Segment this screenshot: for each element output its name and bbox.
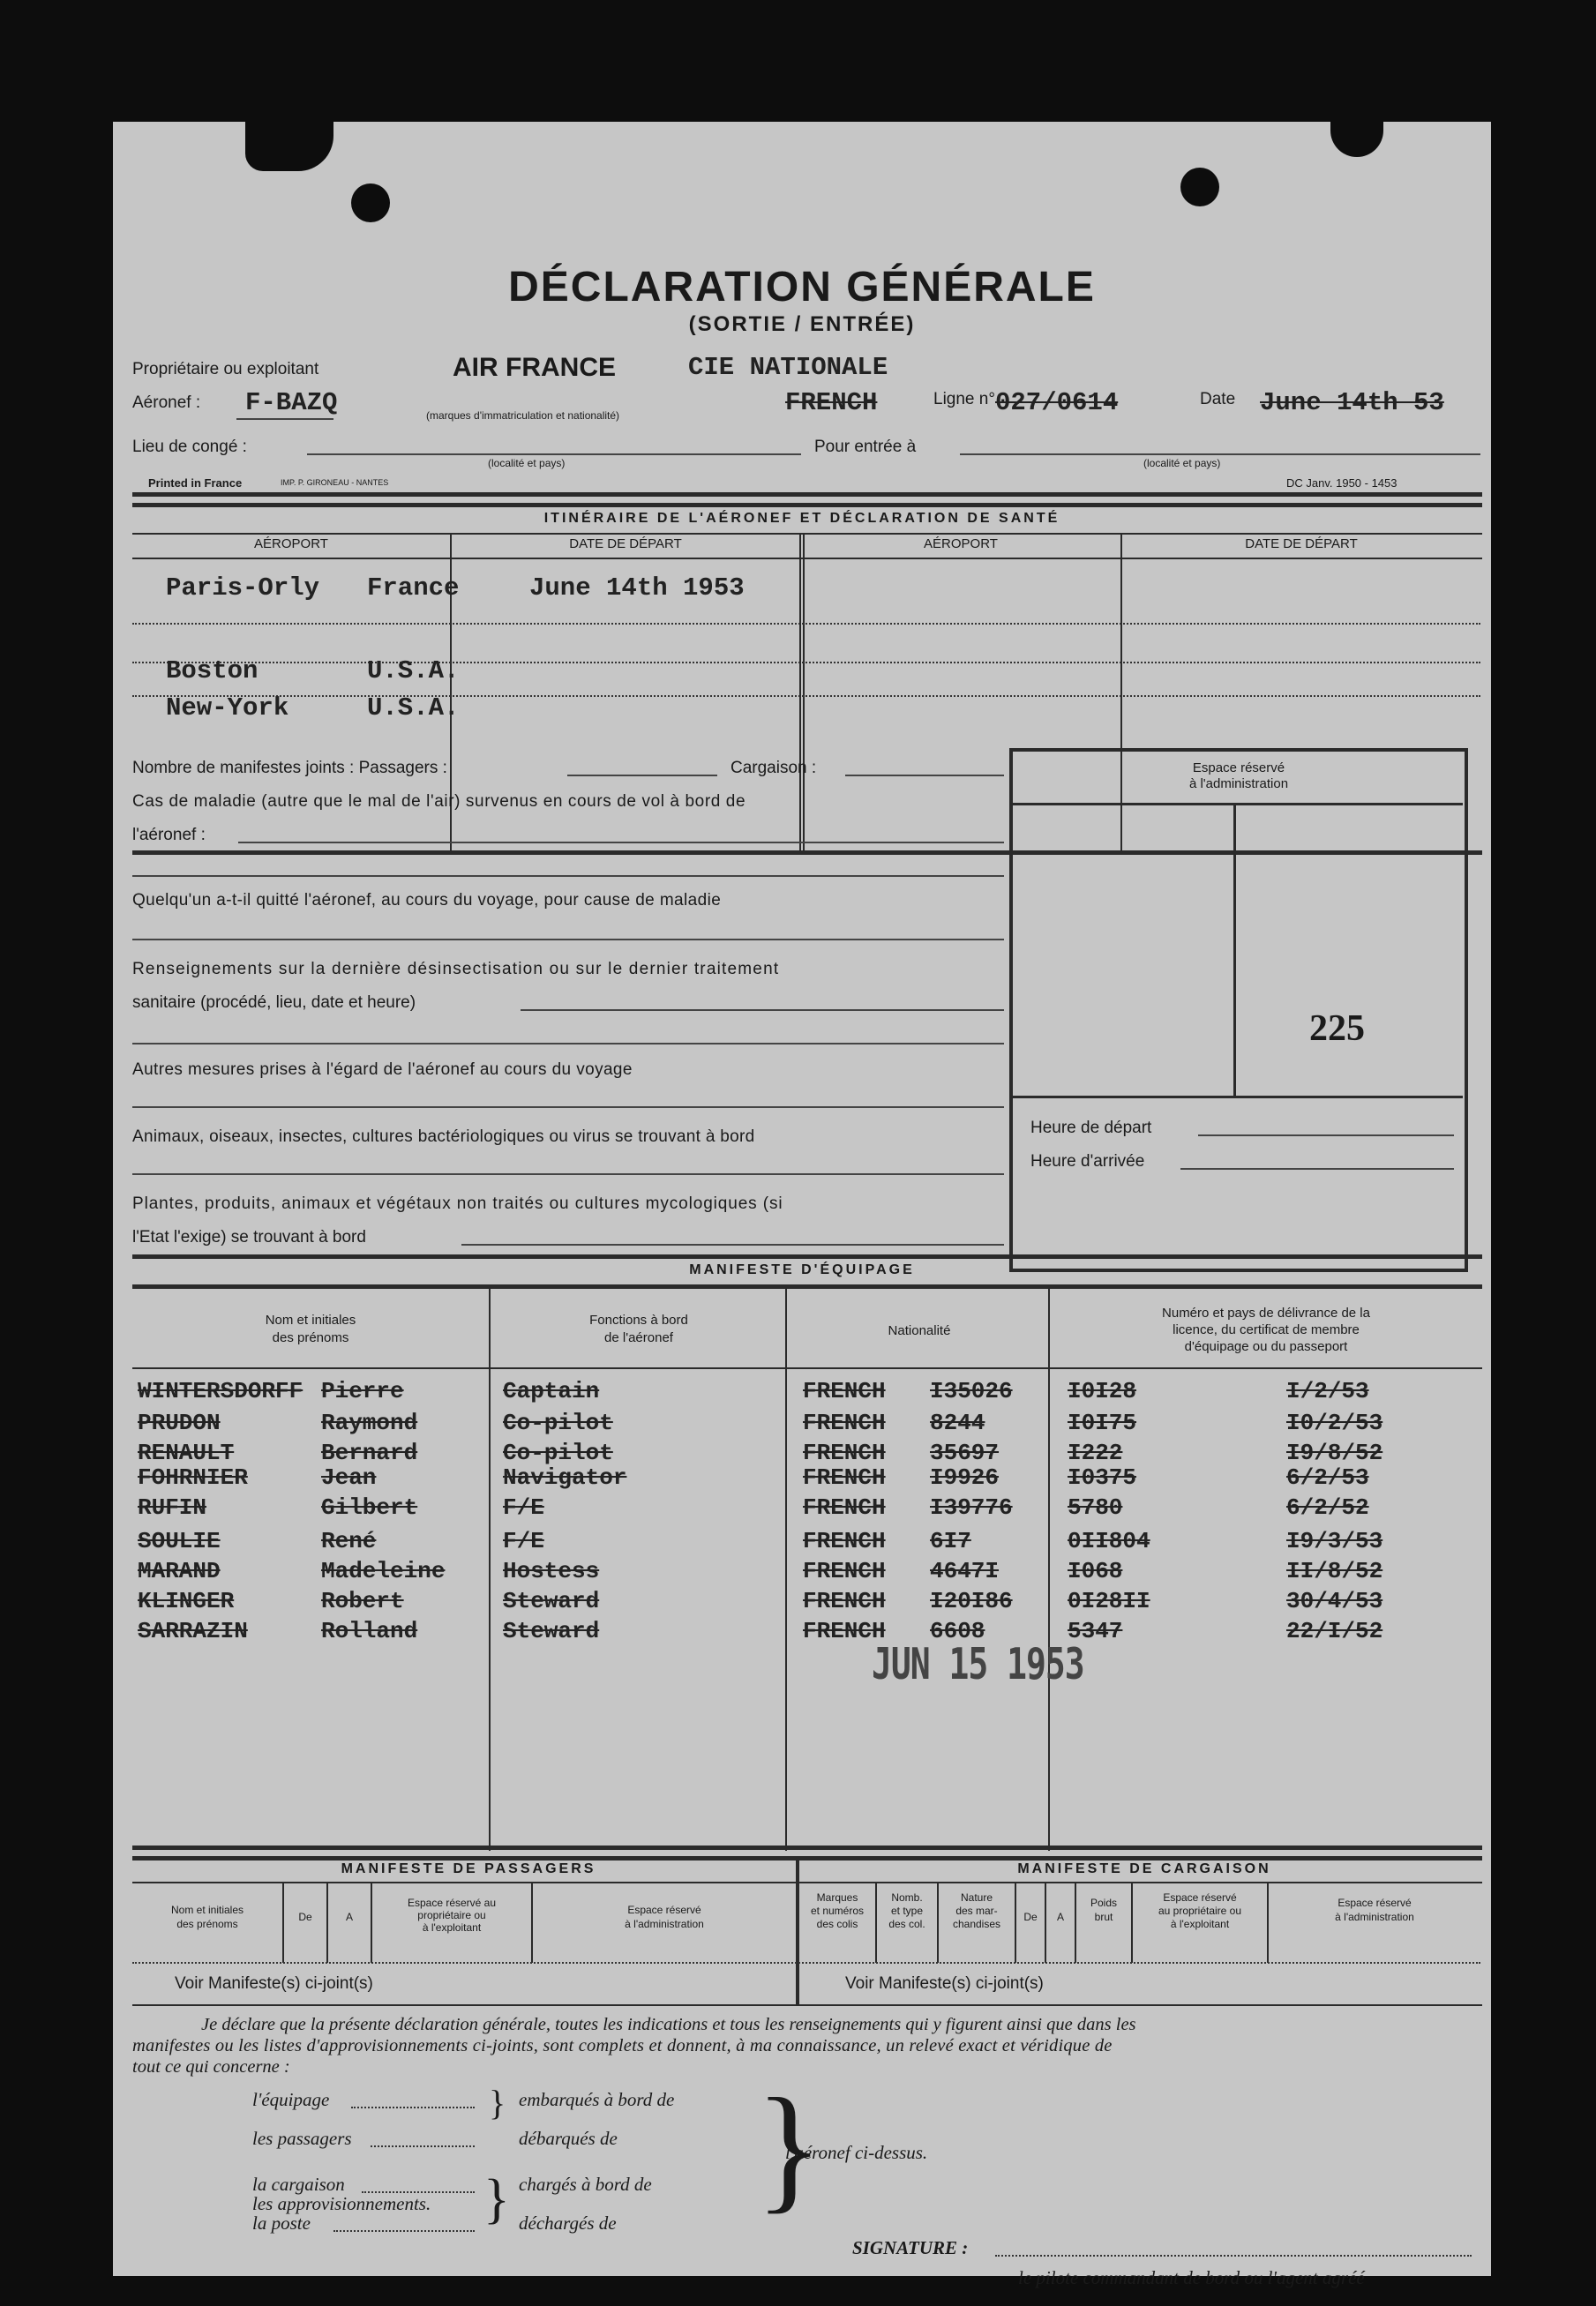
punch-hole-left: [351, 183, 390, 222]
declaration-text-2: manifestes ou les listes d'approvisionnements ci-joints, sont complets et donnent, à ma connaissance, un relevé exact et véridique de: [132, 2036, 1113, 2055]
declaration-embarked: embarqués à bord de: [519, 2089, 675, 2110]
cargo-manifest-note: Voir Manifeste(s) ci-joint(s): [845, 1974, 1044, 1993]
animals-question: Animaux, oiseaux, insectes, cultures bactériologiques ou virus se trouvant à bord: [132, 1127, 755, 1146]
signer-label: le pilote commandant de bord ou l'agent agréé: [1018, 2267, 1365, 2288]
crew-number: 35697: [930, 1440, 1000, 1466]
crew-number: 6608: [930, 1618, 985, 1644]
cargo-col-marks: Marques: [816, 1891, 858, 1904]
admin-box-title: Espace réservé: [1192, 760, 1285, 775]
itinerary-date-1: June 14th 1953: [529, 573, 745, 603]
pax-col-name-2: des prénoms: [176, 1918, 238, 1930]
declaration-cargo: la cargaison: [252, 2174, 345, 2195]
place-note-1: (localité et pays): [488, 457, 566, 469]
itinerary-airport-2: Boston: [166, 656, 259, 685]
crew-number: I39776: [930, 1494, 1013, 1521]
pax-col-admin: Espace réservé: [627, 1904, 701, 1916]
passenger-manifest-title: MANIFESTE DE PASSAGERS: [341, 1861, 596, 1876]
bracket-3: }: [755, 2069, 823, 2226]
disinsection-question: Renseignements sur la dernière désinsectisation ou sur le dernier traitement: [132, 960, 780, 978]
cargo-col-owner-2: au propriétaire ou: [1158, 1905, 1242, 1917]
crew-licence-date: I/2/53: [1286, 1378, 1369, 1404]
cargo-col-number-3: des col.: [888, 1918, 925, 1930]
cargo-col-nature: Nature: [960, 1891, 993, 1904]
declaration-text-3: tout ce qui concerne :: [132, 2057, 290, 2077]
declaration-supplies: les approvisionnements.: [252, 2193, 431, 2214]
nationality-value: FRENCH: [785, 388, 878, 417]
crew-first-name: Gilbert: [321, 1494, 418, 1521]
crew-licence-date: I0/2/53: [1286, 1410, 1383, 1436]
cargo-col-weight: Poids: [1090, 1897, 1118, 1909]
signature-label: SIGNATURE :: [852, 2237, 969, 2258]
crew-first-name: Jean: [321, 1464, 377, 1491]
left-aircraft-question: Quelqu'un a-t-il quitté l'aéronef, au cours du voyage, pour cause de maladie: [132, 891, 722, 910]
printer-line: Printed in France: [148, 476, 243, 490]
crew-col-role: Fonctions à bord: [589, 1313, 688, 1328]
itinerary-col-date-1: DATE DE DÉPART: [569, 536, 682, 551]
owner-value: AIR FRANCE: [453, 353, 616, 382]
pax-col-name: Nom et initiales: [170, 1904, 244, 1916]
torn-corner-left: [245, 122, 333, 171]
crew-number: I9926: [930, 1464, 1000, 1491]
cargo-col-admin-2: à l'administration: [1335, 1911, 1414, 1923]
crew-nationality: FRENCH: [803, 1528, 886, 1554]
itinerary-country-2: U.S.A.: [367, 656, 460, 685]
pax-col-owner: Espace réservé au: [407, 1897, 497, 1909]
owner-label: Propriétaire ou exploitant: [132, 360, 319, 378]
crew-surname: RENAULT: [138, 1440, 235, 1466]
illness-question-cont: l'aéronef :: [132, 826, 206, 844]
date-label: Date: [1200, 390, 1236, 408]
pax-col-admin-2: à l'administration: [625, 1918, 704, 1930]
crew-first-name: Robert: [321, 1588, 404, 1614]
declaration-unloaded: déchargés de: [519, 2212, 617, 2234]
crew-number: I20I86: [930, 1588, 1013, 1614]
crew-manifest-title: MANIFESTE D'ÉQUIPAGE: [689, 1262, 915, 1277]
declaration-loaded: chargés à bord de: [519, 2174, 652, 2195]
cargo-col-number-2: et type: [890, 1905, 924, 1917]
pax-col-owner-3: à l'exploitant: [422, 1921, 482, 1934]
crew-role: Co-pilot: [503, 1440, 613, 1466]
crew-role: F/E: [503, 1494, 544, 1521]
crew-col-name-2: des prénoms: [272, 1330, 349, 1345]
crew-nationality: FRENCH: [803, 1588, 886, 1614]
crew-role: F/E: [503, 1528, 544, 1554]
crew-surname: KLINGER: [138, 1588, 235, 1614]
crew-col-licence-2: licence, du certificat de membre: [1173, 1322, 1360, 1337]
cargo-col-nature-3: chandises: [952, 1918, 1001, 1930]
admin-box-title-2: à l'administration: [1188, 776, 1289, 791]
crew-nationality: FRENCH: [803, 1464, 886, 1491]
crew-nationality: FRENCH: [803, 1378, 886, 1404]
crew-first-name: Madeleine: [321, 1558, 446, 1584]
crew-role: Navigator: [503, 1464, 627, 1491]
crew-surname: SARRAZIN: [138, 1618, 248, 1644]
declaration-disembarked: débarqués de: [519, 2128, 618, 2149]
crew-licence-date: 30/4/53: [1286, 1588, 1383, 1614]
crew-licence-number: 5347: [1068, 1618, 1123, 1644]
printer-imprint: IMP. P. GIRONEAU - NANTES: [281, 478, 389, 487]
cargo-col-de: De: [1023, 1911, 1038, 1923]
crew-surname: MARAND: [138, 1558, 221, 1584]
crew-licence-number: I0I75: [1068, 1410, 1137, 1436]
crew-col-name: Nom et initiales: [265, 1313, 356, 1328]
manifests-label: Nombre de manifestes joints : Passagers :: [132, 759, 447, 777]
entry-label: Pour entrée à: [814, 438, 917, 456]
plants-question-cont: l'Etat l'exige) se trouvant à bord: [132, 1228, 366, 1247]
cargo-col-marks-2: et numéros: [810, 1905, 865, 1917]
crew-first-name: René: [321, 1528, 377, 1554]
crew-licence-date: 22/I/52: [1286, 1618, 1383, 1644]
line-label: Ligne n°: [933, 390, 995, 408]
cargo-col-owner-3: à l'exploitant: [1170, 1918, 1230, 1930]
crew-surname: SOULIE: [138, 1528, 221, 1554]
owner-value-typed: CIE NATIONALE: [688, 353, 888, 382]
departure-time-label: Heure de départ: [1030, 1119, 1152, 1137]
page-subtitle: (SORTIE / ENTRÉE): [688, 312, 916, 336]
crew-nationality: FRENCH: [803, 1618, 886, 1644]
header-date: June 14th 53: [1260, 388, 1444, 417]
declaration-text-1: Je déclare que la présente déclaration générale, toutes les indications et tous les renseignements qui y figurent ainsi que dans les: [201, 2015, 1136, 2034]
form-reference: DC Janv. 1950 - 1453: [1286, 476, 1397, 490]
admin-number: 225: [1309, 1008, 1365, 1049]
crew-col-nationality: Nationalité: [888, 1323, 951, 1338]
crew-number: 8244: [930, 1410, 985, 1436]
cargo-col-weight-2: brut: [1094, 1911, 1113, 1923]
crew-nationality: FRENCH: [803, 1494, 886, 1521]
crew-col-role-2: de l'aéronef: [604, 1330, 673, 1345]
crew-licence-date: 6/2/52: [1286, 1494, 1369, 1521]
pax-col-owner-2: propriétaire ou: [417, 1909, 486, 1921]
itinerary-title: ITINÉRAIRE DE L'AÉRONEF ET DÉCLARATION DE SANTÉ: [543, 511, 1060, 526]
itinerary-country-1: France: [367, 573, 460, 603]
itinerary-airport-1: Paris-Orly: [166, 573, 320, 603]
declaration-passengers: les passagers: [252, 2128, 352, 2149]
disinsection-question-cont: sanitaire (procédé, lieu, date et heure): [132, 993, 416, 1012]
itinerary-col-date-2: DATE DE DÉPART: [1245, 536, 1358, 551]
crew-first-name: Bernard: [321, 1440, 418, 1466]
crew-licence-number: 0I28II: [1068, 1588, 1150, 1614]
plants-question: Plantes, produits, animaux et végétaux non traités ou cultures mycologiques (si: [132, 1194, 783, 1213]
crew-role: Steward: [503, 1588, 600, 1614]
crew-licence-number: 0II804: [1068, 1528, 1150, 1554]
bracket-2: }: [483, 2169, 510, 2229]
cargo-col-a: A: [1056, 1911, 1064, 1923]
cargo-manifest-title: MANIFESTE DE CARGAISON: [1017, 1861, 1271, 1876]
itinerary-col-airport-2: AÉROPORT: [924, 536, 998, 551]
declaration-mail: la poste: [252, 2212, 311, 2234]
crew-licence-date: I9/3/53: [1286, 1528, 1383, 1554]
crew-role: Captain: [503, 1378, 600, 1404]
crew-first-name: Raymond: [321, 1410, 418, 1436]
place-note-2: (localité et pays): [1143, 457, 1221, 469]
declaration-crew: l'équipage: [252, 2089, 330, 2110]
crew-licence-number: I0I28: [1068, 1378, 1137, 1404]
crew-role: Hostess: [503, 1558, 600, 1584]
form-sheet: [113, 122, 1491, 2288]
declaration-aircraft: l'aéronef ci-dessus.: [785, 2142, 928, 2163]
crew-col-licence: Numéro et pays de délivrance de la: [1162, 1306, 1370, 1321]
crew-licence-number: I0375: [1068, 1464, 1137, 1491]
crew-nationality: FRENCH: [803, 1440, 886, 1466]
crew-licence-date: 6/2/53: [1286, 1464, 1369, 1491]
cargo-col-nature-2: des mar-: [955, 1905, 998, 1917]
itinerary-country-3: U.S.A.: [367, 693, 460, 722]
crew-licence-number: I068: [1068, 1558, 1123, 1584]
pax-col-de: De: [298, 1911, 312, 1923]
received-date-stamp: JUN 15 1953: [872, 1638, 1084, 1689]
arrival-time-label: Heure d'arrivée: [1030, 1152, 1145, 1171]
cargo-col-admin: Espace réservé: [1337, 1897, 1412, 1909]
line-number: 027/0614: [995, 388, 1119, 417]
crew-surname: PRUDON: [138, 1410, 221, 1436]
itinerary-airport-3: New-York: [166, 693, 289, 722]
cargo-label: Cargaison :: [731, 759, 817, 777]
itinerary-col-airport-1: AÉROPORT: [254, 536, 328, 551]
admin-box: [1009, 748, 1468, 1272]
crew-number: 4647I: [930, 1558, 1000, 1584]
aircraft-registration: F-BAZQ: [245, 388, 338, 417]
crew-licence-date: I9/8/52: [1286, 1440, 1383, 1466]
torn-corner-right: [1330, 122, 1383, 157]
cargo-col-owner: Espace réservé: [1163, 1891, 1237, 1904]
crew-licence-number: I222: [1068, 1440, 1123, 1466]
crew-surname: WINTERSDORFF: [138, 1378, 303, 1404]
crew-first-name: Pierre: [321, 1378, 404, 1404]
crew-licence-number: 5780: [1068, 1494, 1123, 1521]
aircraft-label: Aéronef :: [132, 393, 201, 412]
crew-role: Steward: [503, 1618, 600, 1644]
crew-surname: FOHRNIER: [138, 1464, 248, 1491]
crew-nationality: FRENCH: [803, 1410, 886, 1436]
crew-first-name: Rolland: [321, 1618, 418, 1644]
punch-hole-right: [1180, 168, 1219, 206]
cargo-col-number: Nomb.: [891, 1891, 923, 1904]
crew-number: I35026: [930, 1378, 1013, 1404]
crew-licence-date: II/8/52: [1286, 1558, 1383, 1584]
marks-note: (marques d'immatriculation et nationalité): [426, 409, 620, 422]
passenger-manifest-note: Voir Manifeste(s) ci-joint(s): [175, 1974, 373, 1993]
pax-col-a: A: [345, 1911, 353, 1923]
crew-surname: RUFIN: [138, 1494, 207, 1521]
bracket-1: }: [489, 2083, 506, 2123]
illness-question: Cas de maladie (autre que le mal de l'air) survenus en cours de vol à bord de: [132, 792, 746, 811]
crew-nationality: FRENCH: [803, 1558, 886, 1584]
page-title: DÉCLARATION GÉNÉRALE: [508, 264, 1096, 311]
crew-col-licence-3: d'équipage ou du passeport: [1184, 1339, 1348, 1354]
cargo-col-marks-3: des colis: [816, 1918, 858, 1930]
departure-label: Lieu de congé :: [132, 438, 247, 456]
crew-number: 6I7: [930, 1528, 971, 1554]
crew-role: Co-pilot: [503, 1410, 613, 1436]
other-measures-question: Autres mesures prises à l'égard de l'aéronef au cours du voyage: [132, 1060, 633, 1079]
